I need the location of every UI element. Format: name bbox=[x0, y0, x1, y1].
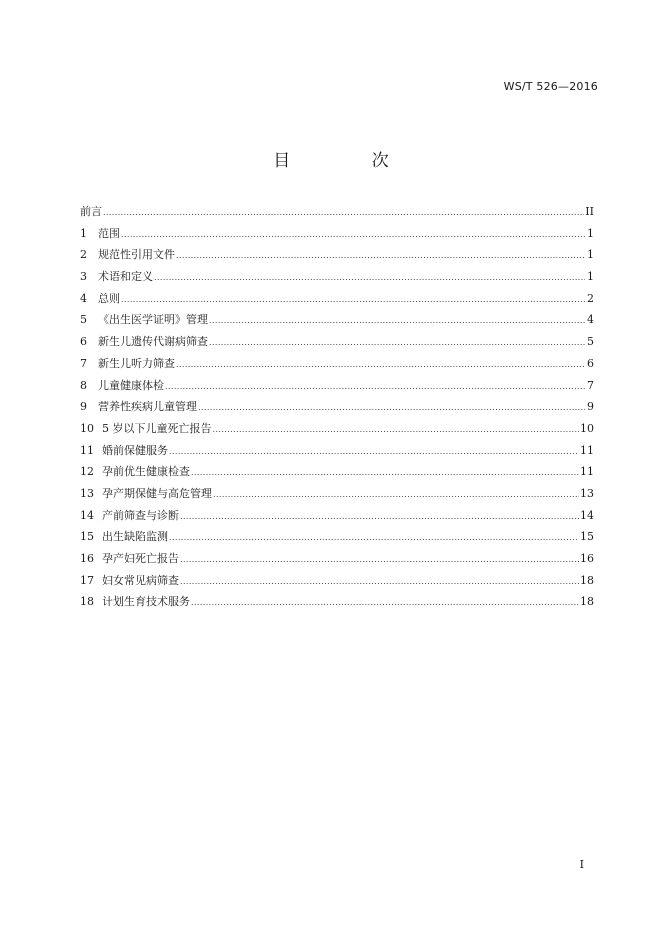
toc-entry-page: 9 bbox=[587, 400, 594, 414]
toc-entry-number: 17 bbox=[80, 573, 94, 587]
page-title: 目 次 bbox=[273, 151, 427, 171]
toc-leader-dots bbox=[121, 224, 585, 246]
toc-entry-number: 9 bbox=[80, 400, 87, 414]
toc-leader-dots bbox=[154, 267, 585, 289]
toc-entry-title: 孕产妇死亡报告 bbox=[102, 552, 179, 565]
toc-leader-dots bbox=[180, 571, 579, 593]
toc-entry[interactable] bbox=[80, 483, 594, 505]
toc-entry[interactable] bbox=[80, 353, 594, 375]
toc-entry[interactable] bbox=[80, 201, 594, 223]
toc-leader-dots bbox=[103, 202, 584, 224]
toc-entry-number: 13 bbox=[80, 486, 94, 500]
toc-entry-page: 16 bbox=[580, 552, 594, 565]
toc-entry-title: 产前筛查与诊断 bbox=[102, 508, 179, 522]
toc-entry[interactable] bbox=[80, 223, 594, 245]
toc-entry[interactable] bbox=[80, 375, 594, 397]
toc-leader-dots bbox=[165, 376, 585, 398]
toc-entry-page: 18 bbox=[580, 595, 594, 609]
toc-leader-dots bbox=[169, 441, 579, 463]
toc-entry-title: 孕产期保健与高危管理 bbox=[102, 486, 212, 500]
toc-entry-title: 术语和定义 bbox=[98, 270, 153, 284]
toc-leader-dots bbox=[176, 354, 585, 376]
toc-entry[interactable] bbox=[80, 418, 594, 440]
toc-entry-number: 15 bbox=[80, 530, 94, 544]
toc-entry-title: 妇女常见病筛查 bbox=[102, 573, 179, 587]
toc-entry-page: 1 bbox=[587, 248, 594, 262]
toc-entry[interactable] bbox=[80, 288, 594, 310]
toc-entry-title: 出生缺陷监测 bbox=[102, 530, 168, 544]
toc-entry-number: 7 bbox=[80, 356, 87, 370]
standard-code: WS/T 526—2016 bbox=[503, 80, 598, 93]
toc-entry[interactable] bbox=[80, 396, 594, 418]
toc-entry-title: 前言 bbox=[80, 205, 102, 218]
toc-entry-page: 6 bbox=[587, 356, 594, 370]
toc-leader-dots bbox=[191, 462, 579, 484]
toc-entry[interactable] bbox=[80, 244, 594, 266]
toc-entry[interactable] bbox=[80, 461, 594, 483]
toc-entry-number: 1 bbox=[80, 226, 87, 240]
toc-entry[interactable] bbox=[80, 266, 594, 288]
toc-entry[interactable] bbox=[80, 505, 594, 527]
toc-entry-page: 11 bbox=[580, 465, 594, 479]
toc-leader-dots bbox=[213, 484, 579, 506]
table-of-contents bbox=[80, 201, 594, 613]
toc-entry-title: 婚前保健服务 bbox=[102, 443, 168, 457]
toc-entry-page: 1 bbox=[587, 270, 594, 284]
toc-entry-title: 范围 bbox=[98, 226, 120, 240]
toc-entry-number: 4 bbox=[80, 291, 87, 305]
toc-leader-dots bbox=[209, 332, 585, 354]
toc-entry-page: 1 bbox=[587, 226, 594, 240]
toc-entry-page: 14 bbox=[580, 508, 594, 522]
toc-entry-title: 营养性疾病儿童管理 bbox=[98, 400, 197, 414]
toc-entry-number: 3 bbox=[80, 270, 87, 284]
toc-entry-page: 5 bbox=[587, 335, 594, 349]
toc-entry-page: 10 bbox=[580, 421, 594, 435]
toc-entry-page: 4 bbox=[587, 313, 594, 327]
toc-entry-number: 18 bbox=[80, 595, 94, 609]
toc-entry-page: 7 bbox=[587, 378, 594, 392]
toc-entry-title: 新生儿遗传代谢病筛查 bbox=[98, 335, 208, 349]
toc-entry-title: 计划生育技术服务 bbox=[102, 595, 190, 609]
toc-entry-page: II bbox=[585, 205, 594, 218]
toc-entry-title: 5 岁以下儿童死亡报告 bbox=[102, 421, 212, 435]
toc-leader-dots bbox=[121, 289, 585, 311]
page-number: I bbox=[579, 858, 584, 871]
toc-entry-number: 5 bbox=[80, 313, 87, 327]
toc-leader-dots bbox=[176, 245, 585, 267]
toc-entry[interactable] bbox=[80, 570, 594, 592]
toc-entry-title: 儿童健康体检 bbox=[98, 378, 164, 392]
toc-entry-title: 总则 bbox=[98, 291, 120, 305]
toc-leader-dots bbox=[209, 310, 585, 332]
toc-entry-title: 新生儿听力筛查 bbox=[98, 356, 175, 370]
toc-entry-page: 11 bbox=[580, 443, 594, 457]
toc-leader-dots bbox=[180, 549, 579, 571]
toc-entry-page: 15 bbox=[580, 530, 594, 544]
toc-entry-title: 孕前优生健康检查 bbox=[102, 465, 190, 479]
toc-entry[interactable] bbox=[80, 440, 594, 462]
toc-entry-number: 2 bbox=[80, 248, 87, 262]
toc-entry-number: 16 bbox=[80, 552, 94, 565]
toc-entry-number: 10 bbox=[80, 421, 94, 435]
toc-entry-title: 《出生医学证明》管理 bbox=[98, 313, 208, 327]
toc-leader-dots bbox=[169, 527, 579, 549]
toc-entry[interactable] bbox=[80, 309, 594, 331]
toc-entry-number: 11 bbox=[80, 443, 94, 457]
toc-entry-page: 2 bbox=[587, 291, 594, 305]
toc-entry-title: 规范性引用文件 bbox=[98, 248, 175, 262]
toc-entry-number: 6 bbox=[80, 335, 87, 349]
toc-entry[interactable] bbox=[80, 526, 594, 548]
toc-leader-dots bbox=[180, 506, 579, 528]
toc-entry-page: 18 bbox=[580, 573, 594, 587]
toc-entry[interactable] bbox=[80, 331, 594, 353]
toc-entry-number: 8 bbox=[80, 378, 87, 392]
toc-entry-number: 12 bbox=[80, 465, 94, 479]
toc-entry[interactable] bbox=[80, 548, 594, 570]
toc-entry-number: 14 bbox=[80, 508, 94, 522]
toc-entry-page: 13 bbox=[580, 486, 594, 500]
toc-leader-dots bbox=[198, 397, 585, 419]
toc-entry[interactable] bbox=[80, 591, 594, 613]
toc-leader-dots bbox=[191, 592, 579, 614]
toc-leader-dots bbox=[213, 419, 580, 441]
